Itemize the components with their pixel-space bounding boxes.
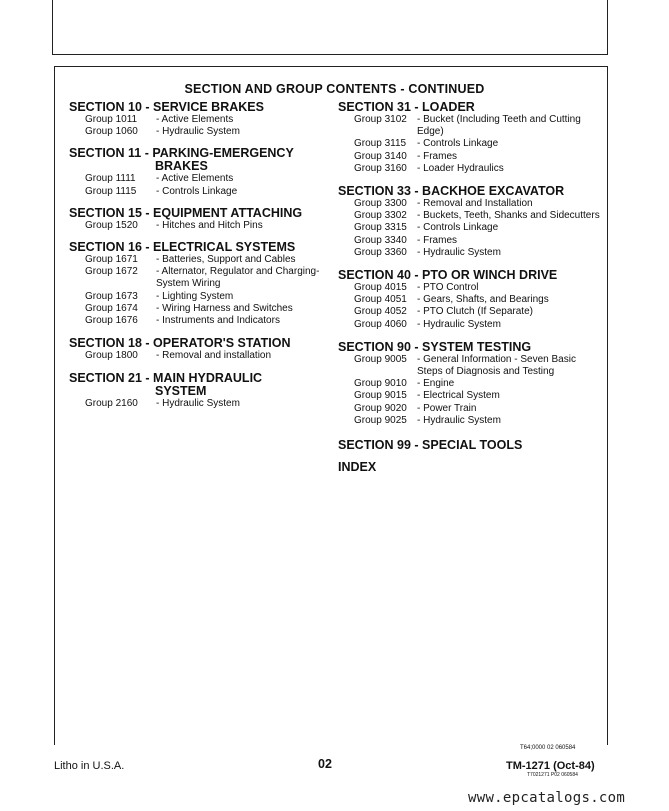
group-number: Group 3160 bbox=[354, 162, 407, 174]
group-description: - PTO Control bbox=[417, 282, 479, 294]
section-title: SECTION 15 - EQUIPMENT ATTACHING bbox=[69, 205, 303, 220]
group-entry bbox=[338, 415, 600, 427]
group-number: Group 4052 bbox=[354, 306, 407, 318]
section-title: SECTION 99 - SPECIAL TOOLS bbox=[338, 438, 523, 453]
group-description: - General Information - Seven Basic Steps of Diagnosis and Testing bbox=[417, 353, 576, 378]
group-number: Group 1674 bbox=[85, 302, 138, 314]
group-entry bbox=[338, 354, 600, 378]
toc-section bbox=[338, 269, 600, 331]
section-title: SECTION 31 - LOADER bbox=[338, 100, 475, 114]
group-description: - Removal and installation bbox=[156, 350, 272, 362]
group-entry bbox=[338, 306, 600, 318]
group-entry bbox=[69, 220, 331, 232]
group-number: Group 2160 bbox=[85, 398, 138, 410]
section-title: SECTION 21 - MAIN HYDRAULIC bbox=[69, 371, 263, 386]
group-number: Group 1011 bbox=[85, 114, 138, 125]
group-entry bbox=[69, 173, 331, 185]
toc-section bbox=[338, 439, 600, 452]
group-number: Group 1672 bbox=[85, 266, 138, 278]
section-title: SECTION 33 - BACKHOE EXCAVATOR bbox=[338, 184, 565, 199]
group-description: - Loader Hydraulics bbox=[417, 162, 504, 174]
group-number: Group 1520 bbox=[85, 219, 138, 231]
section-title: SECTION 10 - SERVICE BRAKES bbox=[69, 100, 264, 114]
page-number: 02 bbox=[318, 757, 332, 771]
group-description: - Hitches and Hitch Pins bbox=[156, 219, 263, 231]
section-title: SECTION 16 - ELECTRICAL SYSTEMS bbox=[69, 240, 296, 255]
group-entry bbox=[338, 163, 600, 175]
section-title-continued: SYSTEM bbox=[155, 384, 207, 399]
group-entry bbox=[69, 186, 331, 198]
footer-code-bottom: T7021271 P02 060584 bbox=[527, 772, 578, 778]
group-entry bbox=[338, 151, 600, 163]
group-entry bbox=[338, 198, 600, 210]
group-description: - Active Elements bbox=[156, 173, 234, 185]
group-number: Group 1800 bbox=[85, 350, 138, 362]
group-description: - Removal and Installation bbox=[417, 198, 533, 210]
group-description: - Power Train bbox=[417, 402, 477, 414]
group-number: Group 3102 bbox=[354, 114, 407, 125]
toc-section bbox=[69, 101, 331, 138]
group-number: Group 1060 bbox=[85, 126, 138, 138]
page-heading: SECTION AND GROUP CONTENTS - CONTINUED bbox=[184, 82, 485, 96]
toc-section bbox=[338, 461, 600, 474]
group-entry bbox=[69, 350, 331, 362]
group-entry bbox=[338, 403, 600, 415]
group-description: - Hydraulic System bbox=[417, 246, 501, 258]
group-description: - Hydraulic System bbox=[417, 414, 501, 426]
group-entry bbox=[69, 266, 331, 290]
section-title: SECTION 18 - OPERATOR'S STATION bbox=[69, 336, 291, 351]
group-number: Group 1676 bbox=[85, 315, 138, 327]
group-description: - PTO Clutch (If Separate) bbox=[417, 306, 533, 318]
right-column bbox=[338, 101, 600, 482]
group-entry bbox=[69, 303, 331, 315]
footer-tm-number: TM-1271 (Oct-84) bbox=[506, 760, 595, 772]
group-description: - Buckets, Teeth, Shanks and Sidecutters bbox=[417, 210, 600, 222]
group-description: - Hydraulic System bbox=[417, 318, 501, 330]
group-entry bbox=[338, 319, 600, 331]
group-number: Group 3315 bbox=[354, 222, 407, 234]
group-number: Group 1115 bbox=[85, 185, 137, 197]
toc-section bbox=[69, 207, 331, 232]
group-entry bbox=[338, 210, 600, 222]
group-description: - Wiring Harness and Switches bbox=[156, 302, 293, 314]
group-number: Group 9010 bbox=[354, 378, 407, 390]
footer-code-top: T64;0000 02 060584 bbox=[520, 745, 576, 751]
group-description: - Controls Linkage bbox=[417, 138, 499, 150]
group-entry bbox=[338, 138, 600, 150]
group-entry bbox=[69, 291, 331, 303]
group-description: - Alternator, Regulator and Charging-System Wiring bbox=[156, 266, 320, 290]
group-description: - Controls Linkage bbox=[417, 222, 499, 234]
toc-section bbox=[338, 101, 600, 175]
group-entry bbox=[338, 294, 600, 306]
group-entry bbox=[338, 378, 600, 390]
group-description: - Gears, Shafts, and Bearings bbox=[417, 294, 549, 306]
group-entry bbox=[338, 390, 600, 402]
group-number: Group 9025 bbox=[354, 414, 407, 426]
group-number: Group 3115 bbox=[354, 138, 407, 150]
group-entry bbox=[69, 126, 331, 138]
group-entry bbox=[338, 235, 600, 247]
section-title-continued: BRAKES bbox=[155, 159, 208, 174]
group-number: Group 9005 bbox=[354, 353, 407, 365]
toc-section bbox=[69, 337, 331, 362]
group-number: Group 9020 bbox=[354, 402, 407, 414]
group-description: - Hydraulic System bbox=[156, 398, 240, 410]
group-description: - Instruments and Indicators bbox=[156, 315, 280, 327]
top-frame-box bbox=[52, 0, 608, 55]
section-title: SECTION 90 - SYSTEM TESTING bbox=[338, 339, 532, 354]
toc-section bbox=[69, 372, 331, 410]
group-entry bbox=[69, 114, 331, 126]
group-number: Group 4051 bbox=[354, 294, 407, 306]
watermark-url: www.epcatalogs.com bbox=[468, 790, 626, 806]
section-title: SECTION 40 - PTO OR WINCH DRIVE bbox=[338, 268, 558, 283]
group-description: - Frames bbox=[417, 234, 457, 246]
left-column bbox=[69, 101, 331, 419]
group-entry bbox=[338, 114, 600, 138]
group-number: Group 1673 bbox=[85, 290, 138, 302]
group-entry bbox=[338, 247, 600, 259]
group-description: - Bucket (Including Teeth and Cutting Edge) bbox=[417, 114, 581, 138]
group-description: - Hydraulic System bbox=[156, 126, 240, 138]
group-description: - Lighting System bbox=[156, 290, 234, 302]
group-number: Group 3302 bbox=[354, 210, 407, 222]
group-entry bbox=[69, 254, 331, 266]
group-entry bbox=[338, 282, 600, 294]
group-number: Group 3300 bbox=[354, 198, 407, 210]
group-entry bbox=[69, 398, 331, 410]
group-description: - Active Elements bbox=[156, 114, 234, 125]
footer-litho: Litho in U.S.A. bbox=[54, 760, 125, 772]
toc-section bbox=[69, 241, 331, 327]
group-number: Group 9015 bbox=[354, 390, 407, 402]
toc-section bbox=[69, 147, 331, 197]
toc-section bbox=[338, 341, 600, 427]
group-description: - Engine bbox=[417, 378, 455, 390]
group-entry bbox=[69, 315, 331, 327]
group-description: - Batteries, Support and Cables bbox=[156, 254, 296, 266]
section-title: INDEX bbox=[338, 460, 377, 475]
group-number: Group 3140 bbox=[354, 150, 407, 162]
group-number: Group 1671 bbox=[85, 254, 138, 266]
group-description: - Controls Linkage bbox=[156, 185, 238, 197]
group-entry bbox=[338, 222, 600, 234]
group-description: - Electrical System bbox=[417, 390, 500, 402]
group-description: - Frames bbox=[417, 150, 457, 162]
group-number: Group 4015 bbox=[354, 282, 407, 294]
section-title: SECTION 11 - PARKING-EMERGENCY bbox=[69, 146, 294, 161]
group-number: Group 1111 bbox=[85, 173, 136, 185]
group-number: Group 3360 bbox=[354, 246, 407, 258]
group-number: Group 3340 bbox=[354, 234, 407, 246]
group-number: Group 4060 bbox=[354, 318, 407, 330]
toc-section bbox=[338, 185, 600, 259]
